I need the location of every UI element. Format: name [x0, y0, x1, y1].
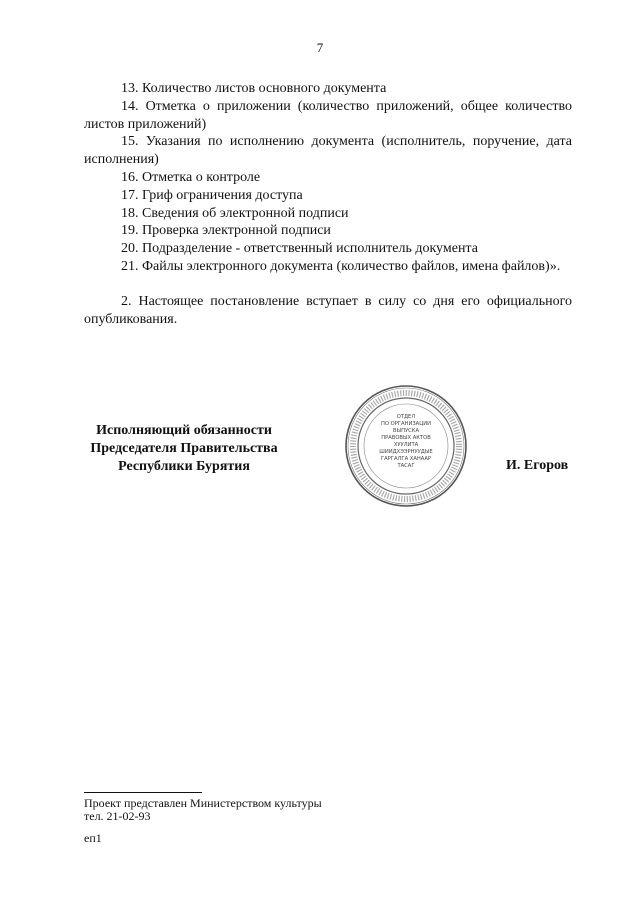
signatory-name: И. Егоров — [506, 458, 569, 473]
clause-2: 2. Настоящее постановление вступает в силу со дня его официального опубликования. — [84, 293, 572, 327]
seal-inner-line: ОТДЕЛ — [396, 414, 416, 420]
document-code: еп1 — [84, 831, 102, 845]
seal-inner-line: ТАСАГ — [397, 463, 415, 469]
list-item-15: 15. Указания по исполнению документа (исполнитель, поручение, дата исполнения) — [84, 134, 572, 168]
seal-inner-line: ПРАВОВЫХ АКТОВ — [381, 435, 431, 441]
list-item-16: 16. Отметка о контроле — [121, 169, 261, 185]
list-item-19: 19. Проверка электронной подписи — [121, 223, 331, 239]
footnote-phone: тел. 21-02-93 — [84, 809, 151, 823]
list-item-17: 17. Гриф ограничения доступа — [121, 187, 303, 203]
list-item-18: 18. Сведения об электронной подписи — [121, 205, 349, 221]
footnote-author: Проект представлен Министерством культуры — [84, 796, 322, 810]
seal-inner-line: ШИИДХЭЭРНУУДЫЕ — [379, 449, 433, 455]
footnote-divider — [84, 792, 202, 793]
signatory-title-line-3: Республики Бурятия — [118, 459, 250, 474]
signatory-title — [84, 422, 284, 476]
official-seal-stamp — [344, 384, 468, 508]
seal-inner-line: ПО ОРГАНИЗАЦИИ — [380, 421, 432, 427]
signatory-title-line-2: Председателя Правительства — [90, 441, 278, 456]
footnote — [84, 797, 322, 845]
seal-inner-line: ВЫПУСКА — [392, 428, 420, 434]
list-item-14: 14. Отметка о приложении (количество приложений, общее количество листов приложений) — [84, 98, 572, 132]
signatory-title-line-1: Исполняющий обязанности — [96, 423, 272, 438]
document-body — [84, 80, 572, 328]
list-item-21: 21. Файлы электронного документа (количество файлов, имена файлов)». — [121, 258, 561, 274]
seal-inner-line: ХУУЛИТА — [393, 442, 419, 448]
list-item-13: 13. Количество листов основного документа — [121, 81, 387, 96]
seal-inner-line: ГАРГАЛГА ХАНААР — [380, 456, 432, 462]
list-item-20: 20. Подразделение - ответственный исполнитель документа — [121, 241, 478, 257]
page-number: 7 — [316, 40, 324, 55]
